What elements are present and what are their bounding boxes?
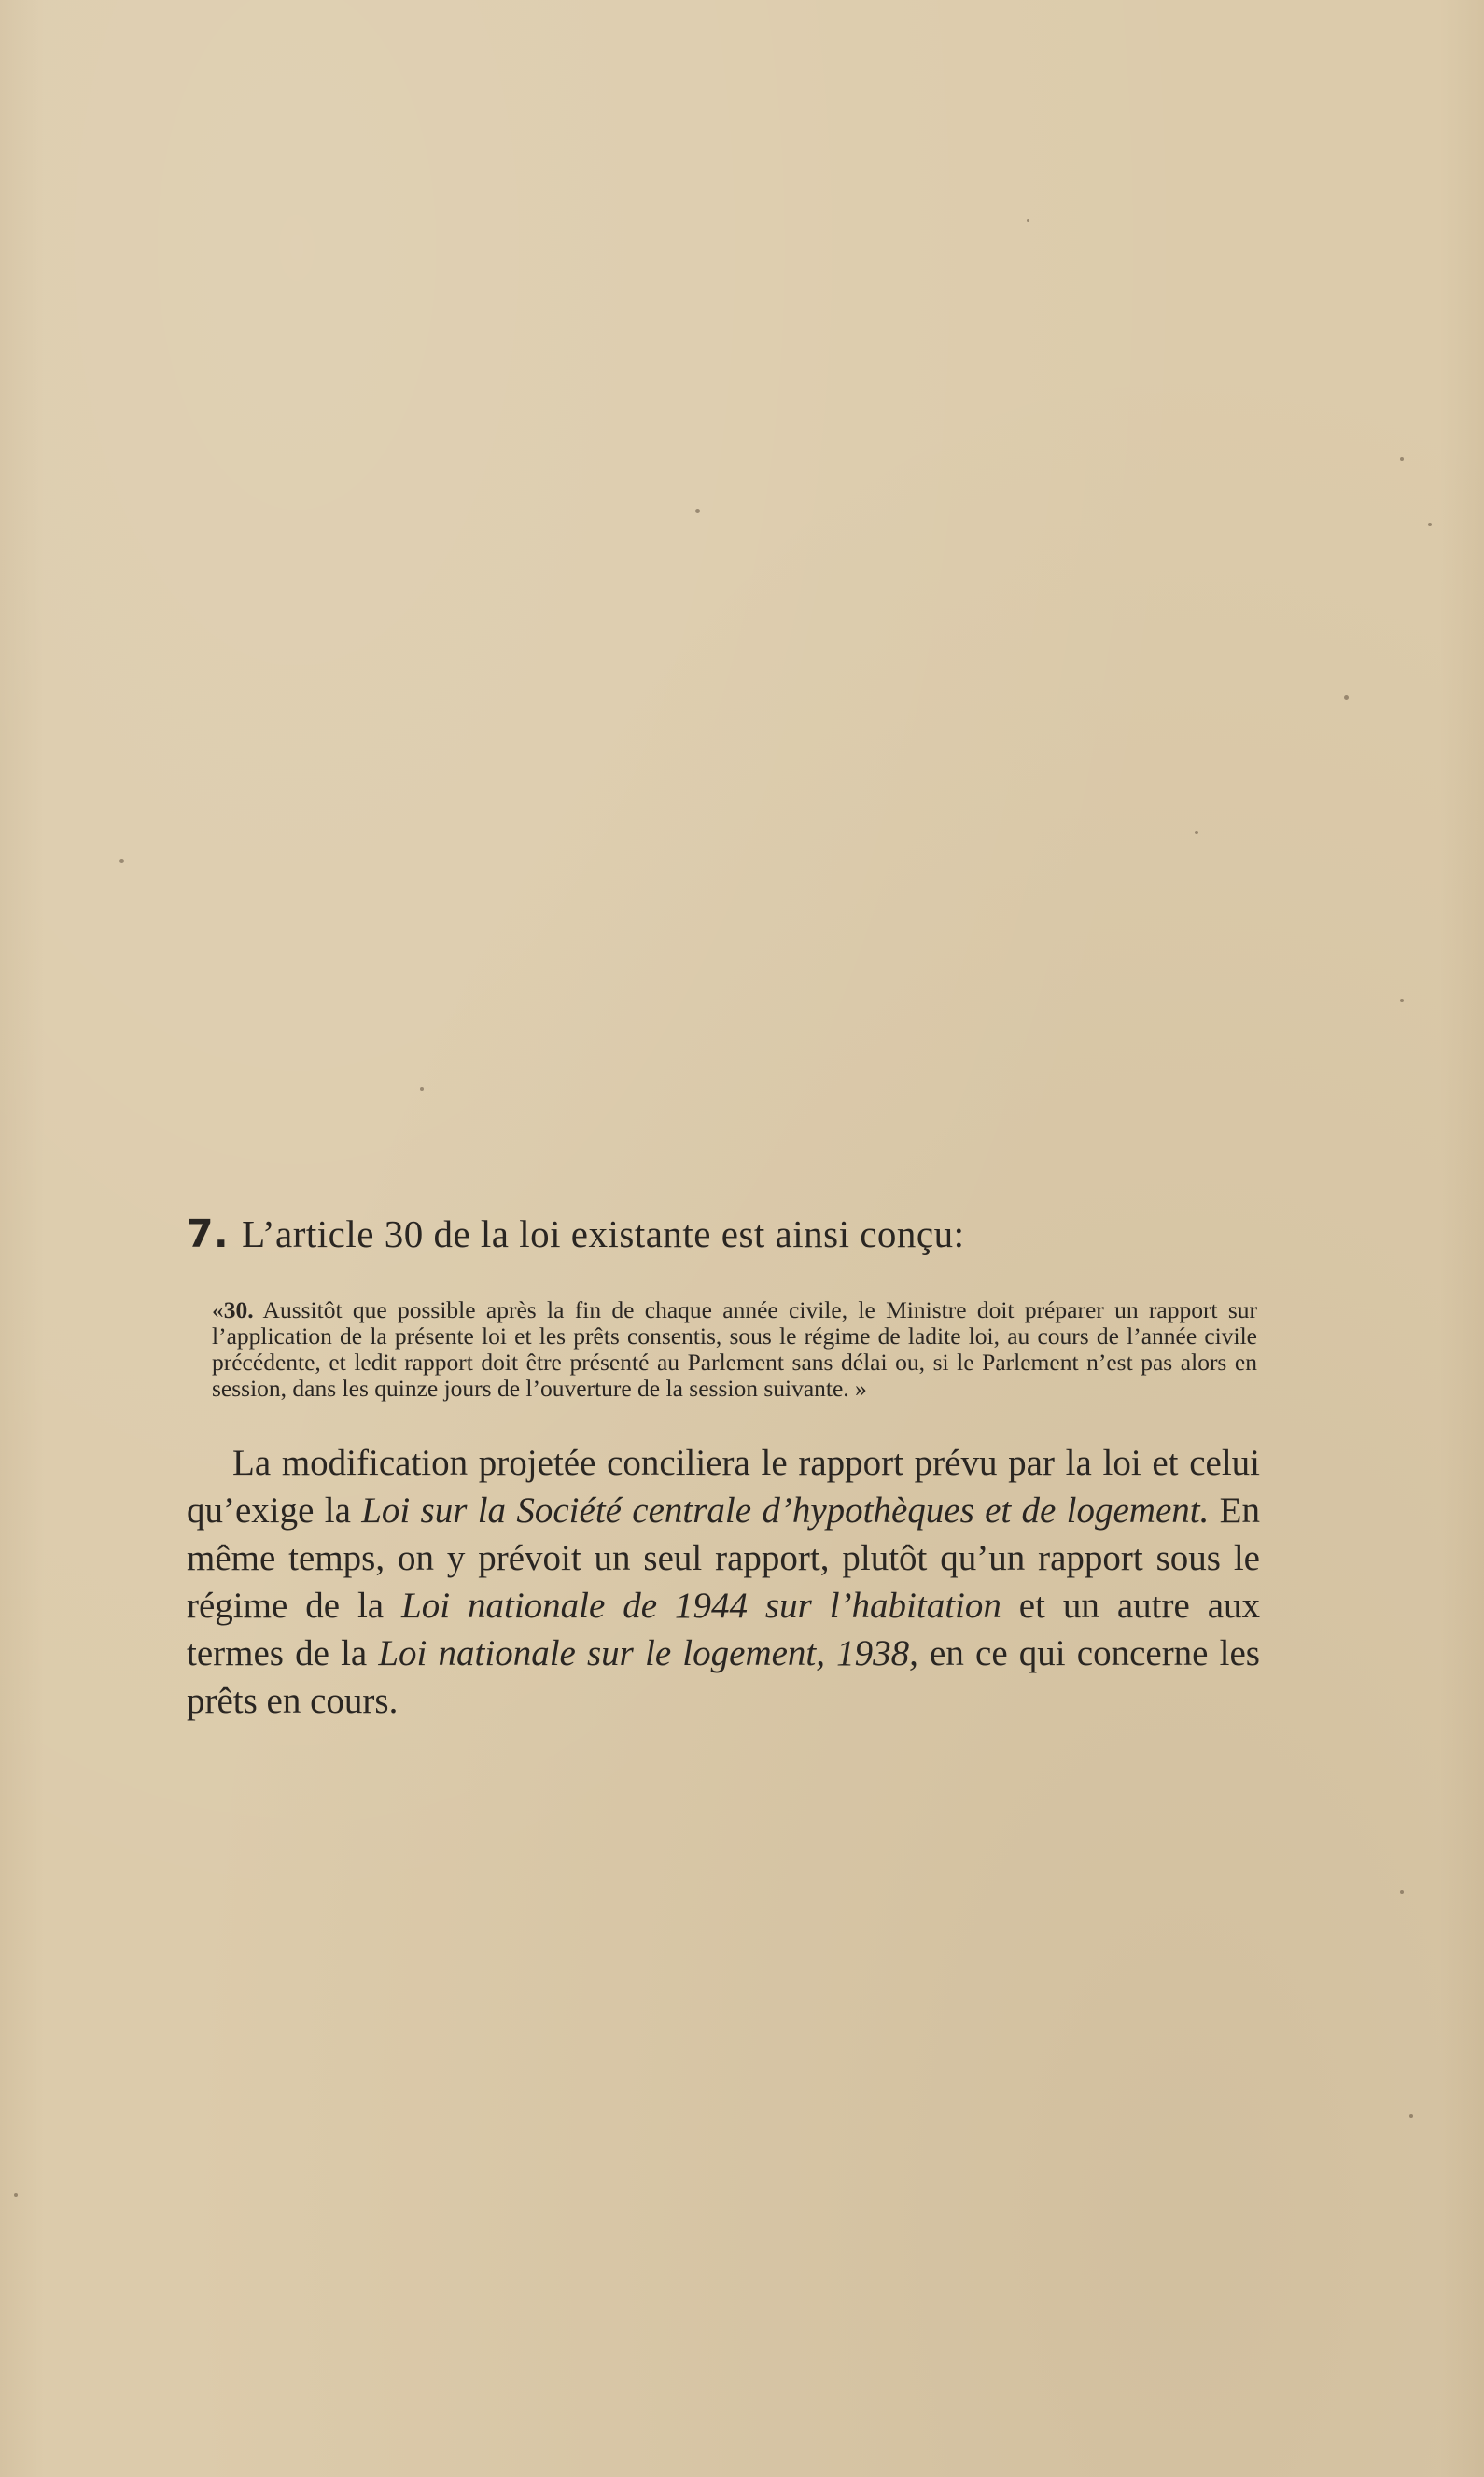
paper-speck	[1195, 831, 1198, 834]
paper-speck	[1400, 999, 1404, 1002]
quoted-article-number: 30.	[223, 1296, 254, 1323]
paper-speck	[1400, 1890, 1404, 1894]
paper-speck	[420, 1087, 424, 1091]
paragraph-text: en ce qui concerne les prêts en cours.	[187, 1633, 1260, 1721]
paper-speck	[1344, 695, 1349, 700]
paper-speck	[1027, 219, 1029, 222]
paragraph-text: En même temps, on y prévoit un seul rapport, plutôt qu’un rapport sous le régime de la	[187, 1490, 1261, 1626]
paper-speck	[1428, 523, 1432, 526]
paper-speck	[119, 859, 124, 863]
paper-speck	[1409, 2114, 1413, 2118]
paper-speck	[695, 509, 700, 513]
section-number: 7.	[187, 1211, 230, 1256]
act-title: Loi nationale sur le logement, 1938,	[378, 1633, 918, 1673]
quoted-article-body: Aussitôt que possible après la fin de chaque année civile, le Ministre doit préparer un rapport sur l’application de la présente loi et les prêts consentis, sous le régime de ladite loi, au cours de l’année civile précédente, et ledit rapport doit être présenté au Parlement sans délai ou, si le Parlement n’est pas alors en session, dans les quinze jours de l’ouverture de la session suivante. »	[212, 1296, 1257, 1402]
act-title: Loi sur la Société centrale d’hypothèques et de logement.	[361, 1490, 1210, 1531]
paragraph-text: La modification projetée conciliera le rapport prévu par la loi et celui qu’exige la	[187, 1443, 1260, 1531]
quoted-article	[212, 1297, 1257, 1402]
paragraph-text: et un autre aux termes de la	[187, 1586, 1261, 1673]
section-heading	[187, 1210, 1260, 1258]
quote-open-mark: «	[212, 1296, 224, 1323]
act-title: Loi nationale de 1944 sur l’habitation	[401, 1586, 1001, 1626]
paper-speck	[1400, 457, 1404, 461]
paper-speck	[14, 2193, 18, 2197]
commentary-paragraph	[187, 1439, 1260, 1725]
text-block	[187, 1210, 1260, 1725]
section-heading-text: L’article 30 de la loi existante est ainsi conçu:	[242, 1212, 965, 1255]
